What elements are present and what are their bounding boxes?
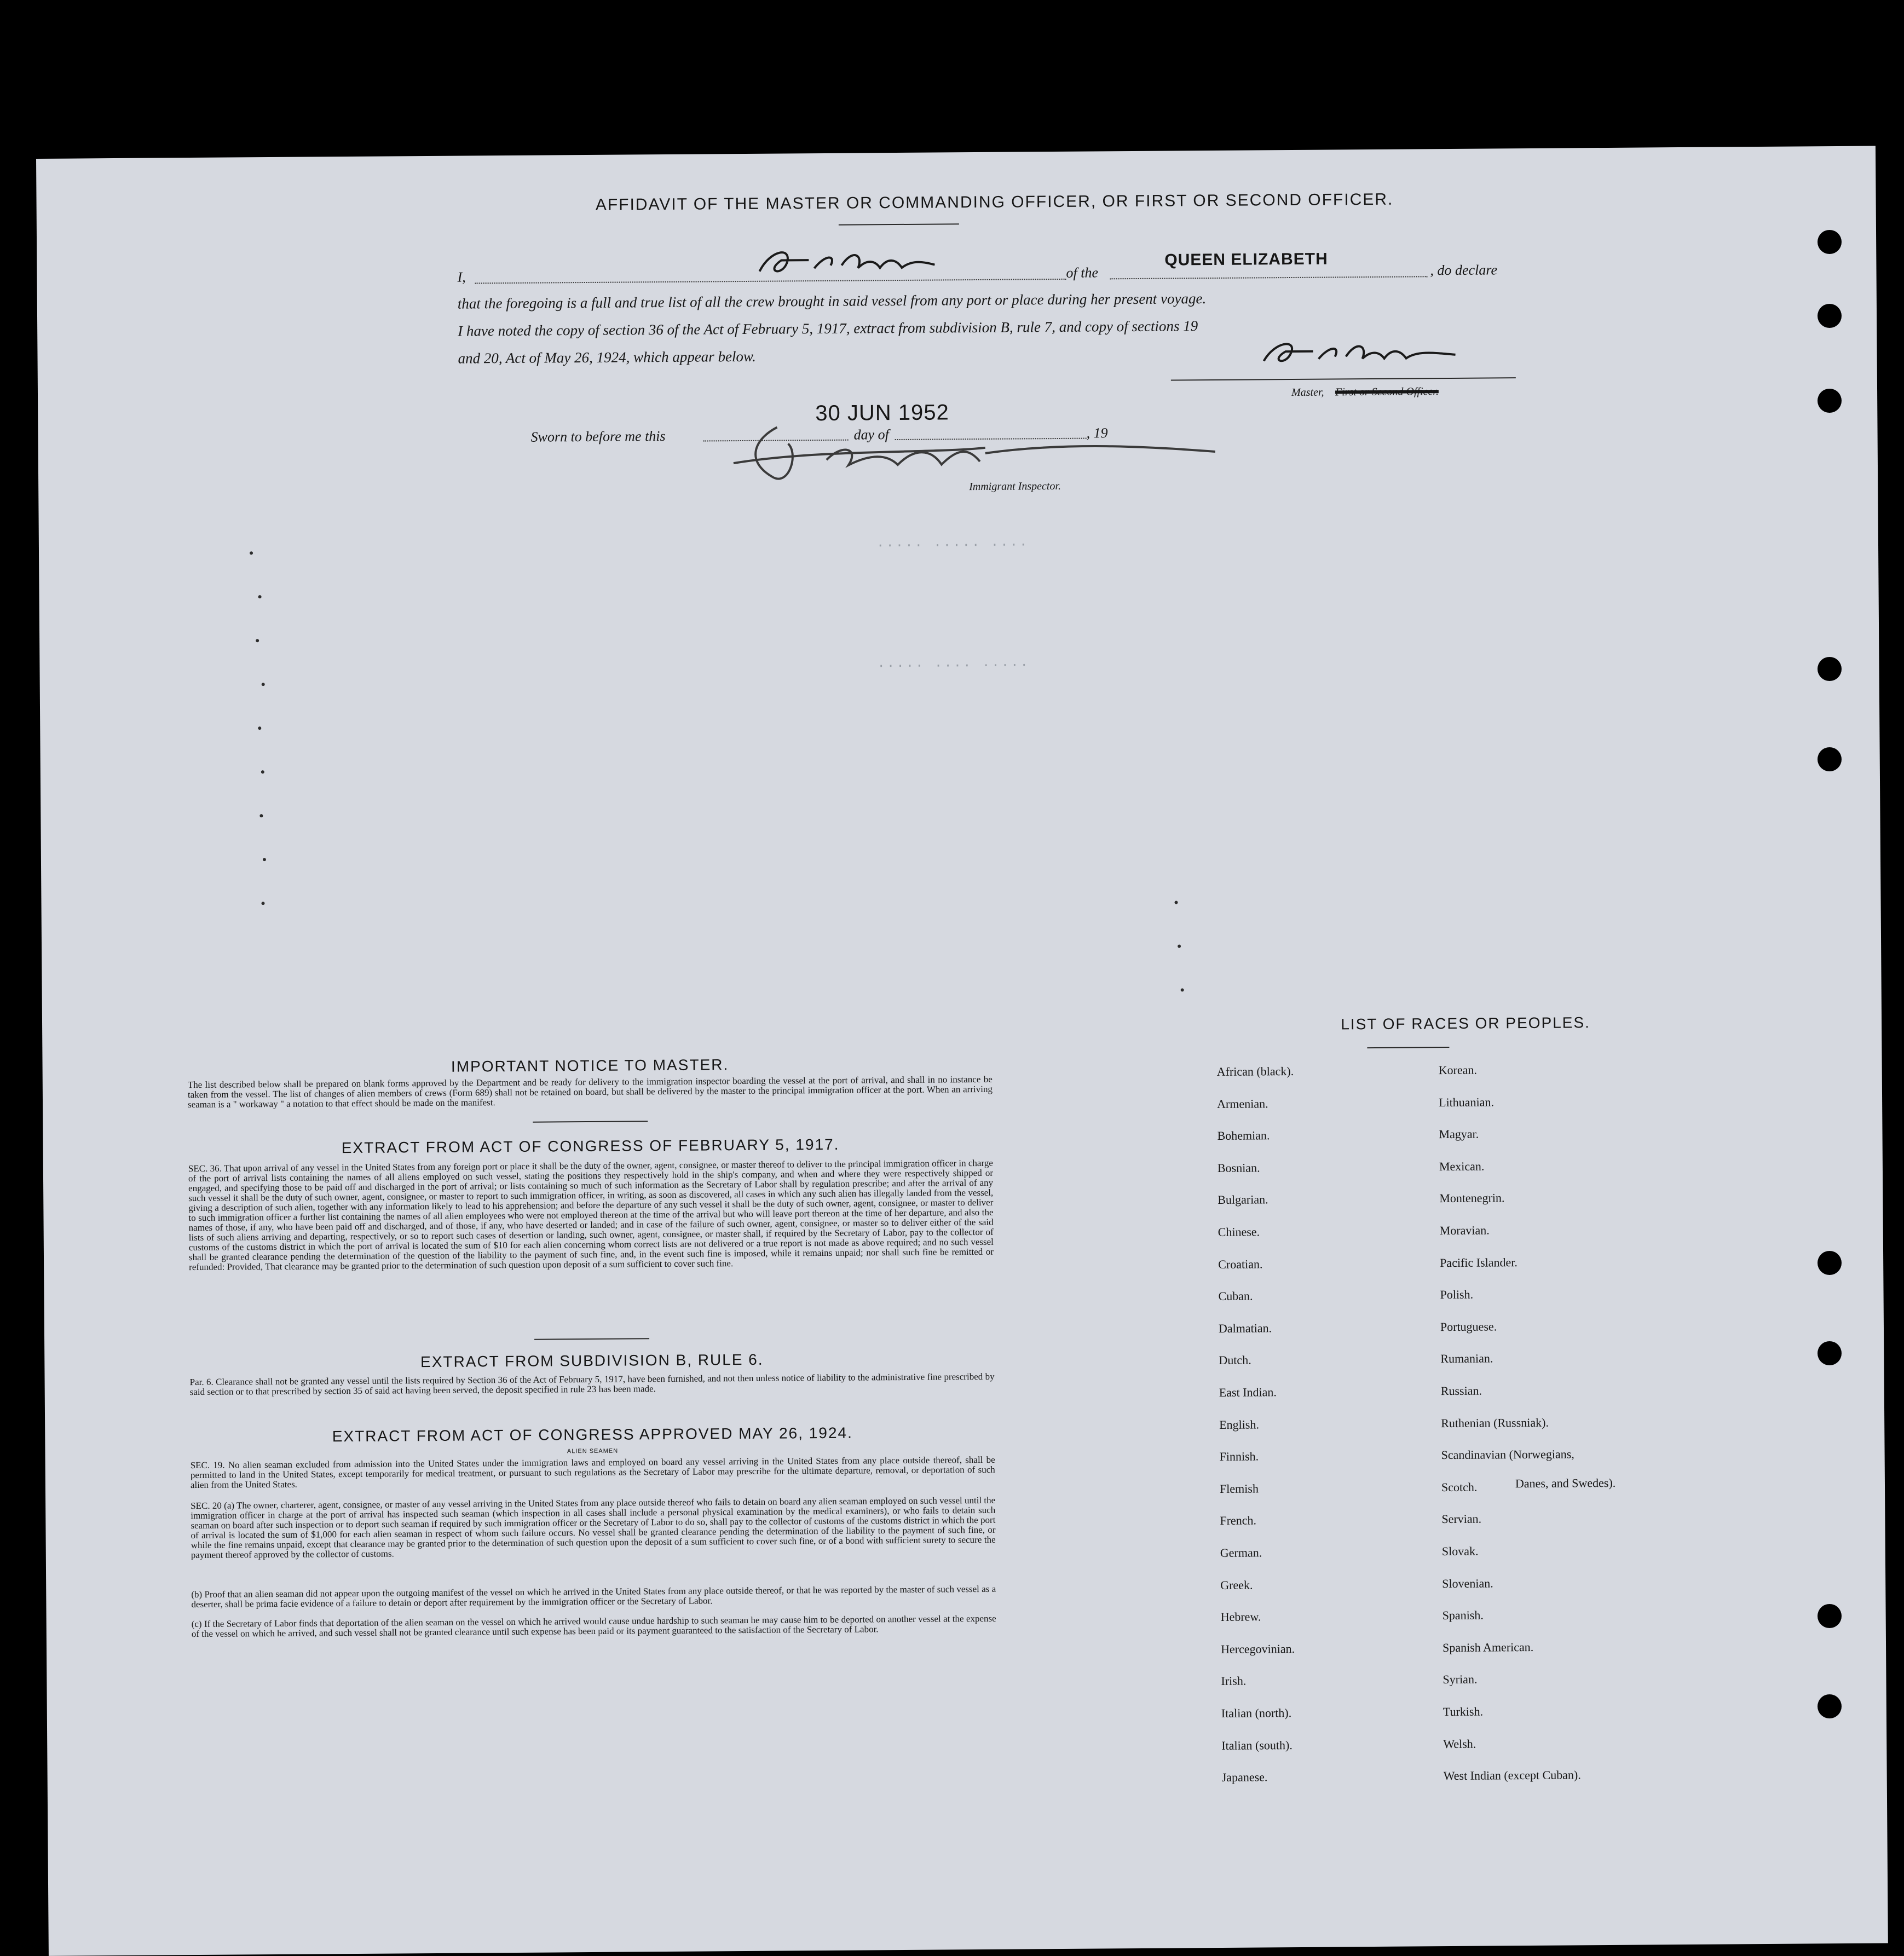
speck: [258, 595, 262, 598]
extract-1924-sec19: SEC. 19. No alien seaman excluded from admission into the United States under the immigration laws and employed on board any vessel arriving in the United States from any place outside thereof, shall be permitted to land in the United States, except temporarily for medical treatment, or pursuant to such regulations as the Secretary of Labor may prescribe for the ultimate departure, removal, or deportation of such alien from the United States.: [190, 1454, 995, 1491]
vessel-line: [1110, 276, 1428, 279]
race-item: Polish.: [1440, 1287, 1474, 1302]
punch-hole: [1818, 1341, 1842, 1365]
do-declare-label: , do declare: [1430, 262, 1498, 279]
race-item: Scotch.: [1441, 1480, 1478, 1494]
race-item: Ruthenian (Russniak).: [1441, 1415, 1549, 1430]
race-item: Armenian.: [1217, 1096, 1268, 1111]
race-item: Portuguese.: [1440, 1319, 1497, 1334]
master-signature-rule: [1171, 377, 1516, 380]
extract-1917-title: EXTRACT FROM ACT OF CONGRESS OF FEBRUARY 5, 1917.: [341, 1135, 840, 1157]
punch-hole: [1818, 389, 1842, 413]
races-rule: [1367, 1047, 1449, 1048]
day-of-label: day of: [853, 426, 889, 443]
race-item: Pacific Islander.: [1440, 1255, 1518, 1270]
speck: [250, 551, 253, 555]
race-item: Hebrew.: [1220, 1609, 1261, 1624]
punch-hole: [1818, 1251, 1842, 1275]
race-item: French.: [1220, 1513, 1257, 1528]
extract-1924-subtitle: ALIEN SEAMEN: [567, 1447, 619, 1455]
punch-hole: [1818, 1694, 1842, 1718]
signer-signature-graphic: [748, 237, 979, 285]
speck: [1181, 988, 1184, 991]
date-stamp: 30 JUN 1952: [815, 400, 949, 426]
race-item: English.: [1219, 1417, 1260, 1432]
speck: [262, 683, 265, 686]
speck: [259, 814, 263, 817]
race-item: Mexican.: [1439, 1159, 1485, 1173]
vessel-name: QUEEN ELIZABETH: [1164, 250, 1328, 269]
race-item: Chinese.: [1218, 1225, 1260, 1239]
master-struck-text: First or Second Officer.: [1335, 385, 1439, 399]
race-item: Spanish.: [1442, 1608, 1484, 1623]
extract-1917-text: SEC. 36. That upon arrival of any vessel in the United States from any foreign port or place it shall be the duty of the owner, agent, consignee, or master thereof to deliver to the principal immigration officer in charge of the port of arrival lists containing the names of all aliens employed on such vessel, stating the positions they respectively hold in the ship's company, and when and where they were respectively shipped or engaged, and specifying those to be paid off and discharged in the port of arrival; or lists containing so much of such information as the Secretary of Labor shall by regulation prescribe; and after the arrival of any such vessel it shall be the duty of such owner, agent, consignee, or master to report to such immigration officer, in writing, as soon as discovered, all cases in which any such alien has illegally landed from the vessel, giving a description of such alien, together with any information likely to lead to his apprehension; and before the departure of any such vessel it shall be the duty of such owner, agent, consignee, or master to deliver to such immigration officer a further list containing the names of all alien employees who were not employed thereon at the time of the arrival but who will leave port thereon at the time of her departure, and also the names of those, if any, who have been paid off and discharged, and of those, if any, who have deserted or landed; and in case of the failure of such owner, agent, consignee, or master so to deliver either of the said lists of such aliens arriving and departing, respectively, or so to report such cases of desertion or landing, such owner, agent, consignee, or master shall, if required by the Secretary of Labor, pay to the collector of customs of the customs district in which the port of arrival is located the sum of $10 for each alien concerning whom correct lists are not delivered or a true report is not made as above required; and no such vessel shall be granted clearance pending the determination of the question of the liability to the payment of such fine, and, in the event such fine is imposed, while it remains unpaid; nor shall such fine be remitted or refunded: Provided, That clearance may be granted prior to the determination of such question upon deposit of a sum sufficient to cover such fine.: [188, 1157, 994, 1273]
race-item: Lithuanian.: [1439, 1095, 1494, 1109]
race-item: Cuban.: [1218, 1289, 1253, 1303]
race-item: Rumanian.: [1440, 1351, 1493, 1366]
punch-hole: [1818, 230, 1842, 254]
race-item: Irish.: [1221, 1674, 1247, 1688]
master-signature-graphic: [1258, 329, 1510, 374]
punch-hole: [1818, 747, 1842, 771]
race-item: Italian (south).: [1221, 1738, 1293, 1752]
race-scandinavian-continuation: Danes, and Swedes).: [1515, 1475, 1616, 1491]
race-item: Syrian.: [1443, 1672, 1478, 1687]
race-item: Magyar.: [1439, 1127, 1479, 1141]
inspector-label: Immigrant Inspector.: [969, 480, 1061, 493]
of-the-label: of the: [1066, 264, 1099, 281]
extract-1924-sec20b: (b) Proof that an alien seaman did not appear upon the outgoing manifest of the vessel on which he arrived in the United States from any place outside thereof, or that he was reported by the master of such vessel as a deserter, shall be prima facie evidence of a failure to detain or deport after requirement by the immigration officer or the Secretary of Labor.: [191, 1583, 996, 1610]
notice-text: The list described below shall be prepared on blank forms approved by the Department and be ready for delivery to the immigration inspector boarding the vessel at the port of arrival, and shall in no instance be taken from the vessel. The list of changes of alien members of crews (Form 689) shall not be retained on board, but shall be delivered by the master to the principal immigration officer at the port. When an arriving seaman is a " workaway " a notation to that effect should be made on the manifest.: [187, 1074, 993, 1110]
race-item: West Indian (except Cuban).: [1443, 1768, 1581, 1783]
speck: [261, 902, 264, 905]
speck: [1178, 944, 1181, 948]
race-item: Scandinavian (Norwegians,: [1441, 1447, 1574, 1462]
document-sheet: [36, 146, 1888, 1956]
race-item: Slovak.: [1441, 1544, 1479, 1559]
race-item: Korean.: [1438, 1063, 1478, 1077]
race-item: Slovenian.: [1442, 1576, 1493, 1590]
race-item: Dutch.: [1219, 1353, 1251, 1368]
notice-rule: [533, 1121, 648, 1122]
affidavit-title: AFFIDAVIT OF THE MASTER OR COMMANDING OFFICER, OR FIRST OR SECOND OFFICER.: [595, 190, 1394, 214]
race-item: Greek.: [1220, 1578, 1253, 1592]
race-item: German.: [1220, 1545, 1262, 1560]
speck: [1175, 901, 1178, 904]
sworn-label: Sworn to before me this: [530, 428, 666, 445]
bleed-through-mark: ..... ..... ....: [876, 535, 1029, 551]
punch-hole: [1818, 1604, 1842, 1628]
subdivision-b-text: Par. 6. Clearance shall not be granted any vessel until the lists required by Section 36 of the Act of February 5, 1917, have been furnished, and not then unless notice of liability to the administrative fine prescribed by said section or to that prescribed by section 35 of said act having been served, the deposit specified in rule 23 has been made.: [189, 1371, 995, 1398]
title-rule: [839, 223, 959, 226]
declaration-line-1: that the foregoing is a full and true list of all the crew brought in said vessel from any port or place during her present voyage.: [457, 290, 1207, 312]
bleed-through-mark: ..... .... .....: [877, 655, 1030, 672]
race-item: Bohemian.: [1217, 1128, 1270, 1143]
year-label: , 19: [1086, 425, 1108, 441]
extract-1924-sec20a: SEC. 20 (a) The owner, charterer, agent, consignee, or master of any vessel arriving in the United States from any place outside thereof who fails to detain on board any alien seaman employed on such vessel until the immigration officer in charge at the port of arrival has inspected such seaman (which inspection in all cases shall include a personal physical examination by the medical examiners), or who fails to detain such seaman on board after such inspection or to deport such seaman if required by such immigration officer or the Secretary of Labor to do so, shall pay to the collector of customs of the customs district in which the port of arrival is located the sum of $1,000 for each alien seaman in respect of whom such failure occurs. No vessel shall be granted clearance pending the determination of the liability to the payment of such fine, or while the fine remains unpaid, except that clearance may be granted prior to the determination of such question upon the deposit of a sum sufficient to cover such fine, or of a bond with sufficient surety to secure the payment thereof approved by the collector of customs.: [191, 1495, 996, 1561]
extract-1924-title: EXTRACT FROM ACT OF CONGRESS APPROVED MAY 26, 1924.: [332, 1424, 853, 1445]
speck: [261, 770, 264, 774]
race-item: Bulgarian.: [1218, 1192, 1268, 1207]
race-item: Flemish: [1219, 1481, 1259, 1496]
punch-hole: [1818, 657, 1842, 681]
punch-hole: [1818, 304, 1842, 328]
race-item: Japanese.: [1221, 1770, 1268, 1785]
race-item: Hercegovinian.: [1220, 1641, 1295, 1656]
races-title: LIST OF RACES OR PEOPLES.: [1341, 1014, 1590, 1033]
speck: [256, 639, 259, 642]
master-label: Master,: [1291, 386, 1324, 399]
declaration-line-3: and 20, Act of May 26, 1924, which appear below.: [458, 348, 756, 367]
races-left-column: [36, 146, 1876, 159]
race-item: Turkish.: [1443, 1704, 1484, 1719]
notice-title: IMPORTANT NOTICE TO MASTER.: [451, 1056, 729, 1075]
extract-1924-sec20c: (c) If the Secretary of Labor finds that deportation of the alien seaman on the vessel on which he arrived would cause undue hardship to such seaman he may cause him to be deported on another vessel at the expense of the vessel on which he arrived, and such vessel shall not be granted clearance until such expense has been paid or its payment guaranteed to the satisfaction of the Secretary of Labor.: [191, 1613, 996, 1640]
race-item: Russian.: [1440, 1383, 1482, 1398]
race-item: Montenegrin.: [1439, 1191, 1505, 1205]
extract-1917-rule: [534, 1338, 649, 1340]
race-item: Moravian.: [1439, 1223, 1490, 1238]
race-item: Finnish.: [1219, 1449, 1259, 1464]
declaration-line-2: I have noted the copy of section 36 of the Act of February 5, 1917, extract from subdivision B, rule 7, and copy of sections 19: [458, 318, 1198, 339]
race-item: Bosnian.: [1217, 1161, 1260, 1175]
subdivision-b-title: EXTRACT FROM SUBDIVISION B, RULE 6.: [420, 1351, 764, 1371]
race-item: African (black).: [1216, 1064, 1294, 1078]
races-right-column: [36, 146, 1876, 159]
race-item: Welsh.: [1443, 1736, 1476, 1751]
speck: [258, 726, 261, 730]
race-item: Spanish American.: [1442, 1640, 1534, 1654]
race-item: Dalmatian.: [1218, 1321, 1272, 1335]
speck: [263, 858, 266, 861]
race-item: Servian.: [1441, 1512, 1482, 1526]
race-item: Italian (north).: [1221, 1706, 1292, 1720]
race-item: East Indian.: [1219, 1385, 1277, 1399]
affidavit-i-label: I,: [457, 269, 466, 285]
race-item: Croatian.: [1218, 1257, 1263, 1271]
